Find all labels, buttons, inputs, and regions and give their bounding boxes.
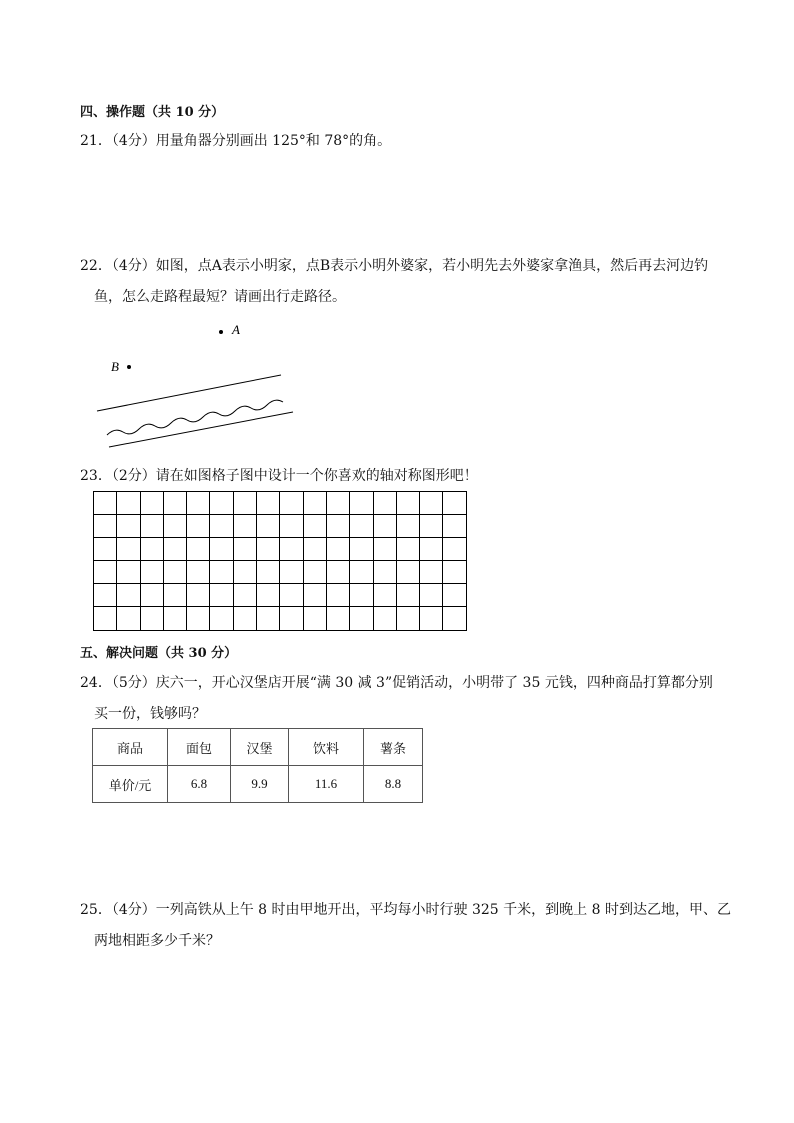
- price-table-header-row: [93, 729, 423, 766]
- grid-cell: [117, 561, 140, 584]
- value-cell-unit-price: 单价/元: [93, 766, 168, 803]
- grid-cell: [443, 515, 466, 538]
- grid-cell: [350, 515, 373, 538]
- grid-cell: [443, 492, 466, 515]
- river-bank-upper: [97, 375, 281, 411]
- header-cell-bread: 面包: [168, 729, 231, 766]
- grid-cell: [373, 538, 396, 561]
- grid-cell: [163, 515, 186, 538]
- grid-row: [94, 561, 467, 584]
- grid-cell: [443, 538, 466, 561]
- grid-cell: [187, 584, 210, 607]
- grid-cell: [257, 561, 280, 584]
- grid-cell: [280, 538, 303, 561]
- grid-cell: [94, 538, 117, 561]
- grid-cell: [140, 584, 163, 607]
- grid-cell: [257, 584, 280, 607]
- grid-cell: [420, 584, 443, 607]
- grid-cell: [210, 538, 233, 561]
- grid-cell: [326, 584, 349, 607]
- grid-cell: [280, 607, 303, 630]
- grid-cell: [443, 584, 466, 607]
- grid-cell: [210, 607, 233, 630]
- grid-cell: [396, 515, 419, 538]
- grid-cell: [396, 561, 419, 584]
- grid-cell: [303, 538, 326, 561]
- grid-cell: [163, 561, 186, 584]
- price-table: [92, 728, 423, 803]
- grid-cell: [210, 561, 233, 584]
- grid-cell: [280, 492, 303, 515]
- grid-cell: [233, 492, 256, 515]
- grid-cell: [163, 538, 186, 561]
- grid-cell: [257, 538, 280, 561]
- grid-row: [94, 492, 467, 515]
- grid-cell: [373, 607, 396, 630]
- grid-cell: [140, 607, 163, 630]
- grid-cell: [350, 584, 373, 607]
- question-25-line-2: 两地相距多少千米？: [94, 933, 220, 949]
- grid-cell: [140, 538, 163, 561]
- grid-cell: [420, 607, 443, 630]
- grid-cell: [420, 538, 443, 561]
- grid-cell: [303, 561, 326, 584]
- section-title-problem-solving: 五、解决问题（共 30 分）: [80, 646, 238, 661]
- grid-cell: [280, 584, 303, 607]
- grid-cell: [303, 607, 326, 630]
- grid-cell: [326, 515, 349, 538]
- grid-cell: [163, 584, 186, 607]
- grid-cell: [350, 492, 373, 515]
- question-24-line-2: 买一份，钱够吗？: [94, 706, 206, 722]
- grid-row: [94, 584, 467, 607]
- grid-cell: [117, 492, 140, 515]
- question-22-line-1: 22．（4分）如图，点A表示小明家，点B表示小明外婆家，若小明先去外婆家拿渔具，然后再去河边钓: [80, 258, 709, 274]
- grid-cell: [326, 607, 349, 630]
- grid-cell: [94, 515, 117, 538]
- header-cell-fries: 薯条: [364, 729, 423, 766]
- grid-cell: [303, 584, 326, 607]
- grid-cell: [396, 492, 419, 515]
- grid-cell: [187, 607, 210, 630]
- question-21: 21．（4分）用量角器分别画出 125°和 78°的角。: [80, 133, 392, 149]
- grid-cell: [94, 607, 117, 630]
- grid-cell: [140, 515, 163, 538]
- grid-cell: [94, 492, 117, 515]
- grid-cell: [396, 538, 419, 561]
- grid-cell: [303, 492, 326, 515]
- grid-cell: [373, 515, 396, 538]
- grid-cell: [396, 607, 419, 630]
- grid-cell: [210, 515, 233, 538]
- river-wave-line: [107, 400, 283, 435]
- question-23: 23．（2分）请在如图格子图中设计一个你喜欢的轴对称图形吧！: [80, 468, 478, 484]
- grid-cell: [163, 492, 186, 515]
- grid-cell: [326, 538, 349, 561]
- grid-cell: [233, 538, 256, 561]
- grid-row: [94, 515, 467, 538]
- grid-cell: [233, 561, 256, 584]
- header-cell-drink: 饮料: [289, 729, 364, 766]
- grid-cell: [163, 607, 186, 630]
- value-cell-bread: 6.8: [168, 766, 231, 803]
- price-table-value-row: [93, 766, 423, 803]
- grid-cell: [233, 607, 256, 630]
- grid-cell: [443, 561, 466, 584]
- grid-cell: [373, 492, 396, 515]
- grid-cell: [257, 492, 280, 515]
- grid-cell: [187, 538, 210, 561]
- river-path-figure: [93, 315, 298, 455]
- grid-cell: [350, 538, 373, 561]
- grid-cell: [326, 561, 349, 584]
- grid-cell: [94, 584, 117, 607]
- grid-cell: [94, 561, 117, 584]
- grid-cell: [420, 561, 443, 584]
- grid-cell: [233, 515, 256, 538]
- point-b-label: B: [111, 359, 119, 374]
- grid-cell: [350, 607, 373, 630]
- grid-cell: [117, 584, 140, 607]
- grid-cell: [187, 515, 210, 538]
- grid-cell: [117, 538, 140, 561]
- grid-cell: [257, 607, 280, 630]
- grid-row: [94, 538, 467, 561]
- grid-cell: [420, 492, 443, 515]
- grid-cell: [373, 561, 396, 584]
- point-b-dot: [127, 365, 131, 369]
- grid-cell: [350, 561, 373, 584]
- drawing-grid: [93, 491, 467, 631]
- grid-cell: [420, 515, 443, 538]
- grid-cell: [326, 492, 349, 515]
- grid-cell: [233, 584, 256, 607]
- grid-cell: [303, 515, 326, 538]
- grid-cell: [117, 515, 140, 538]
- grid-table: [93, 491, 467, 631]
- header-cell-burger: 汉堡: [231, 729, 289, 766]
- grid-cell: [280, 561, 303, 584]
- grid-cell: [140, 492, 163, 515]
- header-cell-item: 商品: [93, 729, 168, 766]
- value-cell-drink: 11.6: [289, 766, 364, 803]
- grid-cell: [117, 607, 140, 630]
- value-cell-burger: 9.9: [231, 766, 289, 803]
- grid-cell: [257, 515, 280, 538]
- question-22-line-2: 鱼，怎么走路程最短？请画出行走路径。: [94, 289, 346, 305]
- question-24-line-1: 24．（5分）庆六一，开心汉堡店开展“满 30 减 3”促销活动，小明带了 35 元钱，四种商品打算都分别: [80, 675, 713, 691]
- grid-cell: [443, 607, 466, 630]
- grid-cell: [396, 584, 419, 607]
- grid-row: [94, 607, 467, 630]
- grid-cell: [210, 584, 233, 607]
- point-a-label: A: [232, 322, 240, 337]
- grid-cell: [140, 561, 163, 584]
- value-cell-fries: 8.8: [364, 766, 423, 803]
- question-25-line-1: 25．（4分）一列高铁从上午 8 时由甲地开出，平均每小时行驶 325 千米，到晚上 8 时到达乙地，甲、乙: [80, 902, 731, 918]
- section-title-operations: 四、操作题（共 10 分）: [80, 105, 225, 120]
- grid-cell: [280, 515, 303, 538]
- point-a-dot: [219, 330, 223, 334]
- grid-cell: [187, 561, 210, 584]
- grid-cell: [210, 492, 233, 515]
- grid-cell: [373, 584, 396, 607]
- grid-cell: [187, 492, 210, 515]
- river-bank-lower: [109, 412, 293, 447]
